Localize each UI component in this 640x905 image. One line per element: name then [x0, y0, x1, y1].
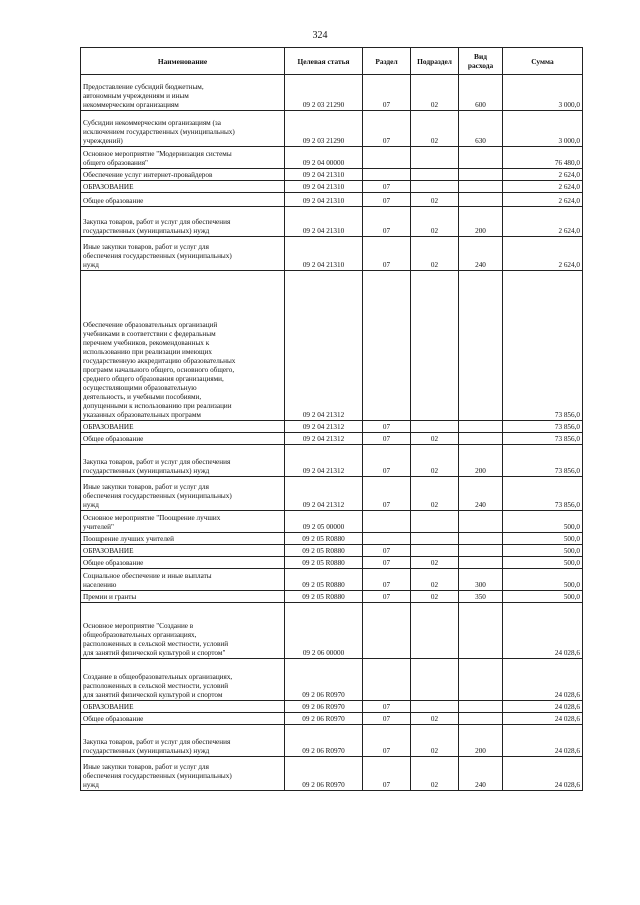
row-section — [363, 659, 411, 701]
row-sum: 2 624,0 — [503, 181, 583, 193]
row-sum: 24 028,6 — [503, 725, 583, 757]
row-expense-kind — [459, 147, 503, 169]
row-sum: 2 624,0 — [503, 207, 583, 237]
row-name: Социальное обеспечение и иные выплаты населению — [81, 569, 285, 591]
row-section: 07 — [363, 545, 411, 557]
row-subsection: 02 — [411, 237, 459, 271]
table-row — [81, 271, 583, 421]
row-sum: 500,0 — [503, 591, 583, 603]
row-target-article: 09 2 05 R0880 — [285, 557, 363, 569]
budget-table — [80, 47, 583, 791]
row-subsection: 02 — [411, 725, 459, 757]
row-section — [363, 147, 411, 169]
row-section: 07 — [363, 193, 411, 207]
table-row — [81, 181, 583, 193]
row-section — [363, 533, 411, 545]
row-subsection — [411, 421, 459, 433]
row-target-article: 09 2 04 21310 — [285, 237, 363, 271]
row-section: 07 — [363, 477, 411, 511]
row-target-article: 09 2 03 21290 — [285, 111, 363, 147]
row-expense-kind — [459, 545, 503, 557]
row-subsection: 02 — [411, 591, 459, 603]
table-row — [81, 147, 583, 169]
row-section — [363, 271, 411, 421]
row-section: 07 — [363, 725, 411, 757]
row-expense-kind — [459, 511, 503, 533]
row-section: 07 — [363, 569, 411, 591]
table-row — [81, 713, 583, 725]
row-expense-kind: 200 — [459, 207, 503, 237]
row-section: 07 — [363, 713, 411, 725]
row-sum: 2 624,0 — [503, 169, 583, 181]
row-name: Закупка товаров, работ и услуг для обеспечения государственных (муниципальных) нужд — [81, 725, 285, 757]
row-name: Общее образование — [81, 557, 285, 569]
row-name: Иные закупки товаров, работ и услуг для обеспечения государственных (муниципальных) нужд — [81, 477, 285, 511]
row-expense-kind: 350 — [459, 591, 503, 603]
row-sum: 24 028,6 — [503, 659, 583, 701]
row-target-article: 09 2 04 21310 — [285, 169, 363, 181]
row-subsection — [411, 271, 459, 421]
table-row — [81, 533, 583, 545]
row-expense-kind — [459, 421, 503, 433]
row-expense-kind — [459, 713, 503, 725]
row-sum: 3 000,0 — [503, 75, 583, 111]
row-section — [363, 603, 411, 659]
row-target-article: 09 2 06 R0970 — [285, 659, 363, 701]
table-row — [81, 725, 583, 757]
row-expense-kind: 630 — [459, 111, 503, 147]
row-sum: 73 856,0 — [503, 477, 583, 511]
row-section: 07 — [363, 591, 411, 603]
row-subsection: 02 — [411, 757, 459, 791]
row-target-article: 09 2 04 21310 — [285, 193, 363, 207]
row-target-article: 09 2 05 R0880 — [285, 533, 363, 545]
row-target-article: 09 2 04 21312 — [285, 477, 363, 511]
row-section: 07 — [363, 181, 411, 193]
row-target-article: 09 2 06 R0970 — [285, 757, 363, 791]
table-row — [81, 659, 583, 701]
row-name: Общее образование — [81, 193, 285, 207]
row-sum: 24 028,6 — [503, 757, 583, 791]
row-name: Иные закупки товаров, работ и услуг для обеспечения государственных (муниципальных) нужд — [81, 237, 285, 271]
table-row — [81, 169, 583, 181]
table-row — [81, 701, 583, 713]
row-section: 07 — [363, 75, 411, 111]
row-name: Основное мероприятие "Создание в общеобразовательных организациях, расположенных в сельской местности, условий для занятий физической культурой и спортом" — [81, 603, 285, 659]
row-section: 07 — [363, 111, 411, 147]
row-expense-kind: 600 — [459, 75, 503, 111]
row-target-article: 09 2 05 R0880 — [285, 591, 363, 603]
table-row — [81, 591, 583, 603]
row-subsection — [411, 169, 459, 181]
row-expense-kind: 200 — [459, 725, 503, 757]
row-subsection: 02 — [411, 207, 459, 237]
table-row — [81, 193, 583, 207]
row-name: Предоставление субсидий бюджетным, автономным учреждениям и иным некоммерческим организациям — [81, 75, 285, 111]
row-sum: 24 028,6 — [503, 713, 583, 725]
row-expense-kind: 240 — [459, 477, 503, 511]
row-name: Премии и гранты — [81, 591, 285, 603]
row-name: Общее образование — [81, 433, 285, 445]
row-name: Обеспечение услуг интернет-провайдеров — [81, 169, 285, 181]
row-sum: 500,0 — [503, 511, 583, 533]
row-target-article: 09 2 03 21290 — [285, 75, 363, 111]
row-section: 07 — [363, 757, 411, 791]
row-name: ОБРАЗОВАНИЕ — [81, 701, 285, 713]
row-subsection — [411, 603, 459, 659]
row-name: Закупка товаров, работ и услуг для обеспечения государственных (муниципальных) нужд — [81, 445, 285, 477]
table-row — [81, 545, 583, 557]
row-sum: 73 856,0 — [503, 445, 583, 477]
row-target-article: 09 2 05 00000 — [285, 511, 363, 533]
table-row — [81, 757, 583, 791]
row-target-article: 09 2 06 00000 — [285, 603, 363, 659]
row-subsection — [411, 511, 459, 533]
row-subsection — [411, 147, 459, 169]
row-sum: 3 000,0 — [503, 111, 583, 147]
row-expense-kind — [459, 169, 503, 181]
table-row — [81, 511, 583, 533]
table-row — [81, 569, 583, 591]
row-target-article: 09 2 04 21312 — [285, 433, 363, 445]
row-name: ОБРАЗОВАНИЕ — [81, 421, 285, 433]
row-expense-kind — [459, 701, 503, 713]
table-row — [81, 433, 583, 445]
table-row — [81, 421, 583, 433]
row-section: 07 — [363, 557, 411, 569]
row-expense-kind — [459, 533, 503, 545]
row-target-article: 09 2 04 00000 — [285, 147, 363, 169]
row-target-article: 09 2 04 21310 — [285, 207, 363, 237]
row-name: ОБРАЗОВАНИЕ — [81, 181, 285, 193]
row-section: 07 — [363, 237, 411, 271]
header-subsection: Подраздел — [411, 48, 459, 75]
row-expense-kind — [459, 271, 503, 421]
row-expense-kind: 240 — [459, 237, 503, 271]
row-expense-kind: 300 — [459, 569, 503, 591]
table-row — [81, 111, 583, 147]
row-sum: 2 624,0 — [503, 193, 583, 207]
row-subsection: 02 — [411, 445, 459, 477]
row-section — [363, 511, 411, 533]
row-sum: 2 624,0 — [503, 237, 583, 271]
row-sum: 500,0 — [503, 533, 583, 545]
header-sum: Сумма — [503, 48, 583, 75]
row-section: 07 — [363, 445, 411, 477]
row-subsection: 02 — [411, 75, 459, 111]
row-name: Иные закупки товаров, работ и услуг для обеспечения государственных (муниципальных) нужд — [81, 757, 285, 791]
row-subsection: 02 — [411, 193, 459, 207]
row-name: Общее образование — [81, 713, 285, 725]
row-expense-kind — [459, 193, 503, 207]
table-row — [81, 603, 583, 659]
table-row — [81, 207, 583, 237]
header-target-article: Целевая статья — [285, 48, 363, 75]
row-target-article: 09 2 06 R0970 — [285, 713, 363, 725]
row-sum: 24 028,6 — [503, 603, 583, 659]
row-expense-kind — [459, 557, 503, 569]
row-target-article: 09 2 06 R0970 — [285, 701, 363, 713]
row-subsection — [411, 533, 459, 545]
row-target-article: 09 2 06 R0970 — [285, 725, 363, 757]
row-name: Поощрение лучших учителей — [81, 533, 285, 545]
header-name: Наименование — [81, 48, 285, 75]
row-name: ОБРАЗОВАНИЕ — [81, 545, 285, 557]
row-target-article: 09 2 04 21312 — [285, 271, 363, 421]
row-sum: 500,0 — [503, 557, 583, 569]
row-sum: 73 856,0 — [503, 433, 583, 445]
row-section: 07 — [363, 421, 411, 433]
header-expense-kind: Вид расхода — [459, 48, 503, 75]
row-subsection — [411, 701, 459, 713]
row-target-article: 09 2 05 R0880 — [285, 545, 363, 557]
row-subsection — [411, 659, 459, 701]
table-row — [81, 557, 583, 569]
table-header-row — [81, 48, 583, 75]
row-name: Основное мероприятие "Поощрение лучших учителей" — [81, 511, 285, 533]
table-row — [81, 445, 583, 477]
row-subsection: 02 — [411, 713, 459, 725]
row-sum: 500,0 — [503, 569, 583, 591]
row-target-article: 09 2 04 21310 — [285, 181, 363, 193]
row-sum: 500,0 — [503, 545, 583, 557]
row-expense-kind: 200 — [459, 445, 503, 477]
row-subsection: 02 — [411, 477, 459, 511]
row-section: 07 — [363, 701, 411, 713]
row-name: Обеспечение образовательных организаций учебниками в соответствии с федеральным перечнем учебников, рекомендованных к использованию при реализации имеющих государственную аккредитацию образовательных программ начального общего, основного общего, среднего общего образования организациями, осуществляющими образовательную деятельность, и учебными пособиями, допущенными к использованию при реализации указанных образовательных программ — [81, 271, 285, 421]
row-expense-kind — [459, 603, 503, 659]
row-name: Основное мероприятие "Модернизация системы общего образования" — [81, 147, 285, 169]
row-subsection: 02 — [411, 569, 459, 591]
row-section — [363, 169, 411, 181]
row-subsection — [411, 545, 459, 557]
row-sum: 73 856,0 — [503, 271, 583, 421]
row-target-article: 09 2 05 R0880 — [285, 569, 363, 591]
row-section: 07 — [363, 433, 411, 445]
row-sum: 73 856,0 — [503, 421, 583, 433]
row-subsection: 02 — [411, 111, 459, 147]
row-name: Субсидии некоммерческим организациям (за исключением государственных (муниципальных) учреждений) — [81, 111, 285, 147]
table-row — [81, 75, 583, 111]
row-expense-kind — [459, 433, 503, 445]
row-subsection: 02 — [411, 557, 459, 569]
row-target-article: 09 2 04 21312 — [285, 421, 363, 433]
row-section: 07 — [363, 207, 411, 237]
row-name: Закупка товаров, работ и услуг для обеспечения государственных (муниципальных) нужд — [81, 207, 285, 237]
row-name: Создание в общеобразовательных организациях, расположенных в сельской местности, условий для занятий физической культурой и спортом — [81, 659, 285, 701]
row-subsection: 02 — [411, 433, 459, 445]
row-target-article: 09 2 04 21312 — [285, 445, 363, 477]
row-expense-kind: 240 — [459, 757, 503, 791]
table-row — [81, 477, 583, 511]
row-subsection — [411, 181, 459, 193]
row-sum: 24 028,6 — [503, 701, 583, 713]
table-body — [81, 75, 583, 791]
table-row — [81, 237, 583, 271]
page-number: 324 — [312, 30, 328, 41]
row-expense-kind — [459, 659, 503, 701]
header-section: Раздел — [363, 48, 411, 75]
row-expense-kind — [459, 181, 503, 193]
row-sum: 76 480,0 — [503, 147, 583, 169]
